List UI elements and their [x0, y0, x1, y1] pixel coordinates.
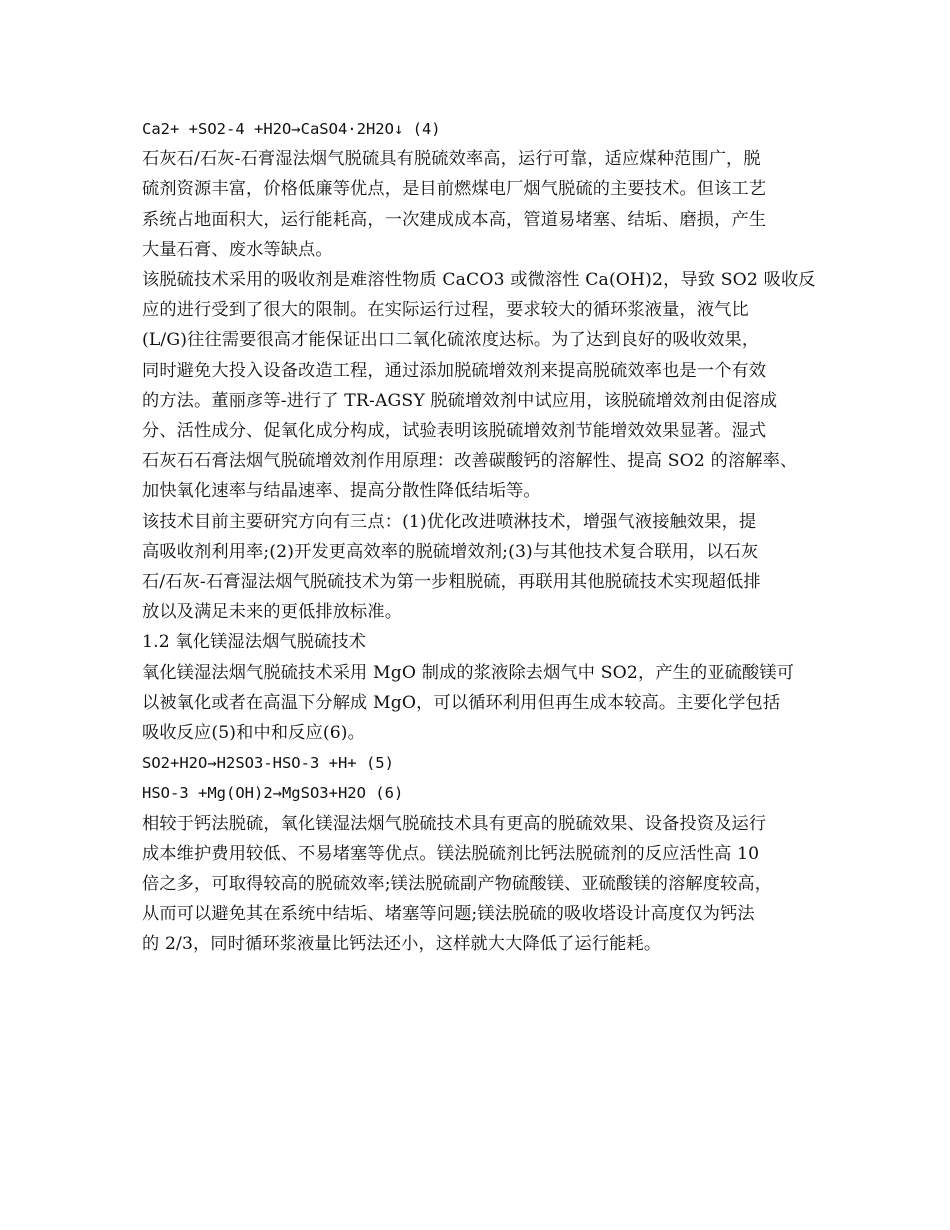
- text-line: 成本维护费用较低、不易堵塞等优点。镁法脱硫剂比钙法脱硫剂的反应活性高 10: [142, 843, 760, 864]
- paragraph-absorbent-limitations: [142, 265, 818, 507]
- equation-4: Ca2+ +SO2-4 +H2O→CaSO4·2H2O↓ (4): [142, 120, 441, 138]
- text-line: 分、活性成分、促氧化成分构成，试验表明该脱硫增效剂节能增效效果显著。湿式: [142, 421, 767, 442]
- equation-6: HSO-3 +Mg(OH)2→MgSO3+H2O (6): [142, 784, 404, 803]
- text-line: 相较于钙法脱硫，氧化镁湿法烟气脱硫技术具有更高的脱硫效果、设备投资及运行: [142, 813, 767, 834]
- text-line: 加快氧化速率与结晶速率、提高分散性降低结垢等。: [142, 481, 541, 502]
- text-line: 石灰石/石灰-石膏湿法烟气脱硫具有脱硫效率高，运行可靠，适应煤种范围广，脱: [142, 149, 761, 170]
- text-line: 以被氧化或者在高温下分解成 MgO，可以循环利用但再生成本较高。主要化学包括: [142, 692, 781, 713]
- text-line: 高吸收剂利用率;(2)开发更高效率的脱硫增效剂;(3)与其他技术复合联用，以石灰: [142, 541, 759, 562]
- text-line: 硫剂资源丰富，价格低廉等优点，是目前燃煤电厂烟气脱硫的主要技术。但该工艺: [142, 179, 767, 200]
- text-line: 该技术目前主要研究方向有三点：(1)优化改进喷淋技术，增强气液接触效果，提: [142, 511, 757, 532]
- text-line: 从而可以避免其在系统中结垢、堵塞等问题;镁法脱硫的吸收塔设计高度仅为钙法: [142, 904, 755, 925]
- equation-5: SO2+H2O→H2SO3-HSO-3 +H+ (5): [142, 754, 394, 773]
- paragraph-research-directions: [142, 507, 818, 628]
- text-line: 的方法。董丽彦等-进行了 TR-AGSY 脱硫增效剂中试应用，该脱硫增效剂由促溶成: [142, 390, 778, 411]
- text-line: 大量石膏、废水等缺点。: [142, 239, 333, 260]
- text-line: 应的进行受到了很大的限制。在实际运行过程，要求较大的循环浆液量，液气比: [142, 300, 749, 321]
- text-line: (L/G)往往需要很高才能保证出口二氧化硫浓度达标。为了达到良好的吸收效果，: [142, 330, 760, 351]
- text-line: 倍之多，可取得较高的脱硫效率;镁法脱硫副产物硫酸镁、亚硫酸镁的溶解度较高，: [142, 874, 773, 895]
- text-line: 石灰石石膏法烟气脱硫增效剂作用原理：改善碳酸钙的溶解性、提高 SO2 的溶解率、: [142, 451, 798, 472]
- paragraph-limestone-advantages: [142, 144, 818, 265]
- text-line: 的 2/3，同时循环浆液量比钙法还小，这样就大大降低了运行能耗。: [142, 934, 662, 955]
- text-line: 该脱硫技术采用的吸收剂是难溶性物质 CaCO3 或微溶性 Ca(OH)2，导致 SO2 吸收反: [142, 270, 816, 291]
- text-line: 吸收反应(5)和中和反应(6)。: [142, 723, 365, 744]
- text-line: 氧化镁湿法烟气脱硫技术采用 MgO 制成的浆液除去烟气中 SO2，产生的亚硫酸镁可: [142, 662, 795, 683]
- paragraph-mgo-method: [142, 658, 818, 749]
- document-body: [142, 114, 818, 960]
- text-line: 放以及满足未来的更低排放标准。: [142, 602, 403, 623]
- section-heading-1-2: 1.2 氧化镁湿法烟气脱硫技术: [142, 632, 367, 653]
- text-line: 系统占地面积大，运行能耗高，一次建成成本高，管道易堵塞、结垢、磨损，产生: [142, 209, 767, 230]
- text-line: 同时避免大投入设备改造工程，通过添加脱硫增效剂来提高脱硫效率也是一个有效: [142, 360, 767, 381]
- text-line: 石/石灰-石膏湿法烟气脱硫技术为第一步粗脱硫，再联用其他脱硫技术实现超低排: [142, 572, 761, 593]
- paragraph-mgo-advantages: [142, 809, 818, 960]
